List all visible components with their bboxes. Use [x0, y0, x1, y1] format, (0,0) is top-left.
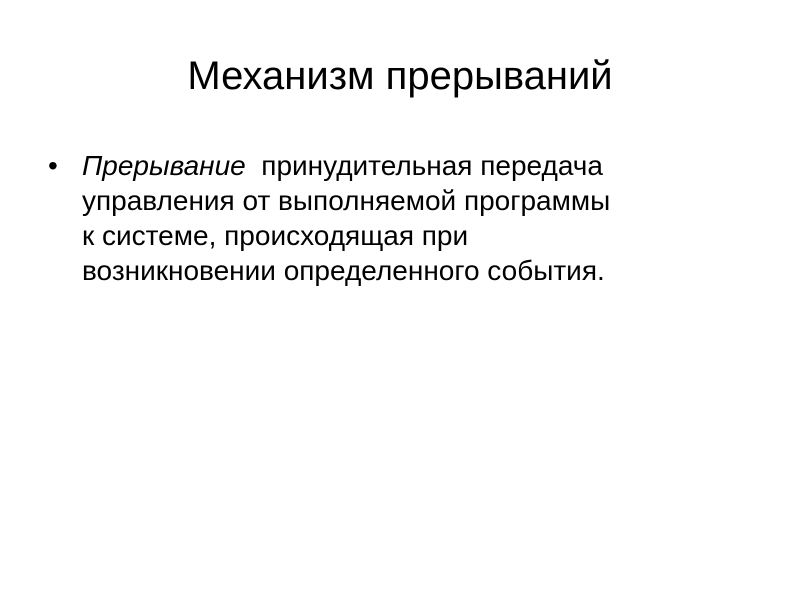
- bullet-item-definition: [48, 148, 768, 288]
- bullet-marker: •: [48, 150, 58, 181]
- definition-line-1: [82, 148, 768, 183]
- definition-line-2: управления от выполняемой программы: [82, 185, 611, 216]
- slide-title: Механизм прерываний: [187, 54, 613, 98]
- definition-line-4: возникновении определенного события.: [82, 255, 605, 286]
- bullet-list: [48, 148, 768, 288]
- definition-text-1: принудительная передача: [261, 150, 603, 181]
- term-interrupt: Прерывание: [82, 150, 246, 181]
- definition-line-3: к системе, происходящая при: [82, 220, 469, 251]
